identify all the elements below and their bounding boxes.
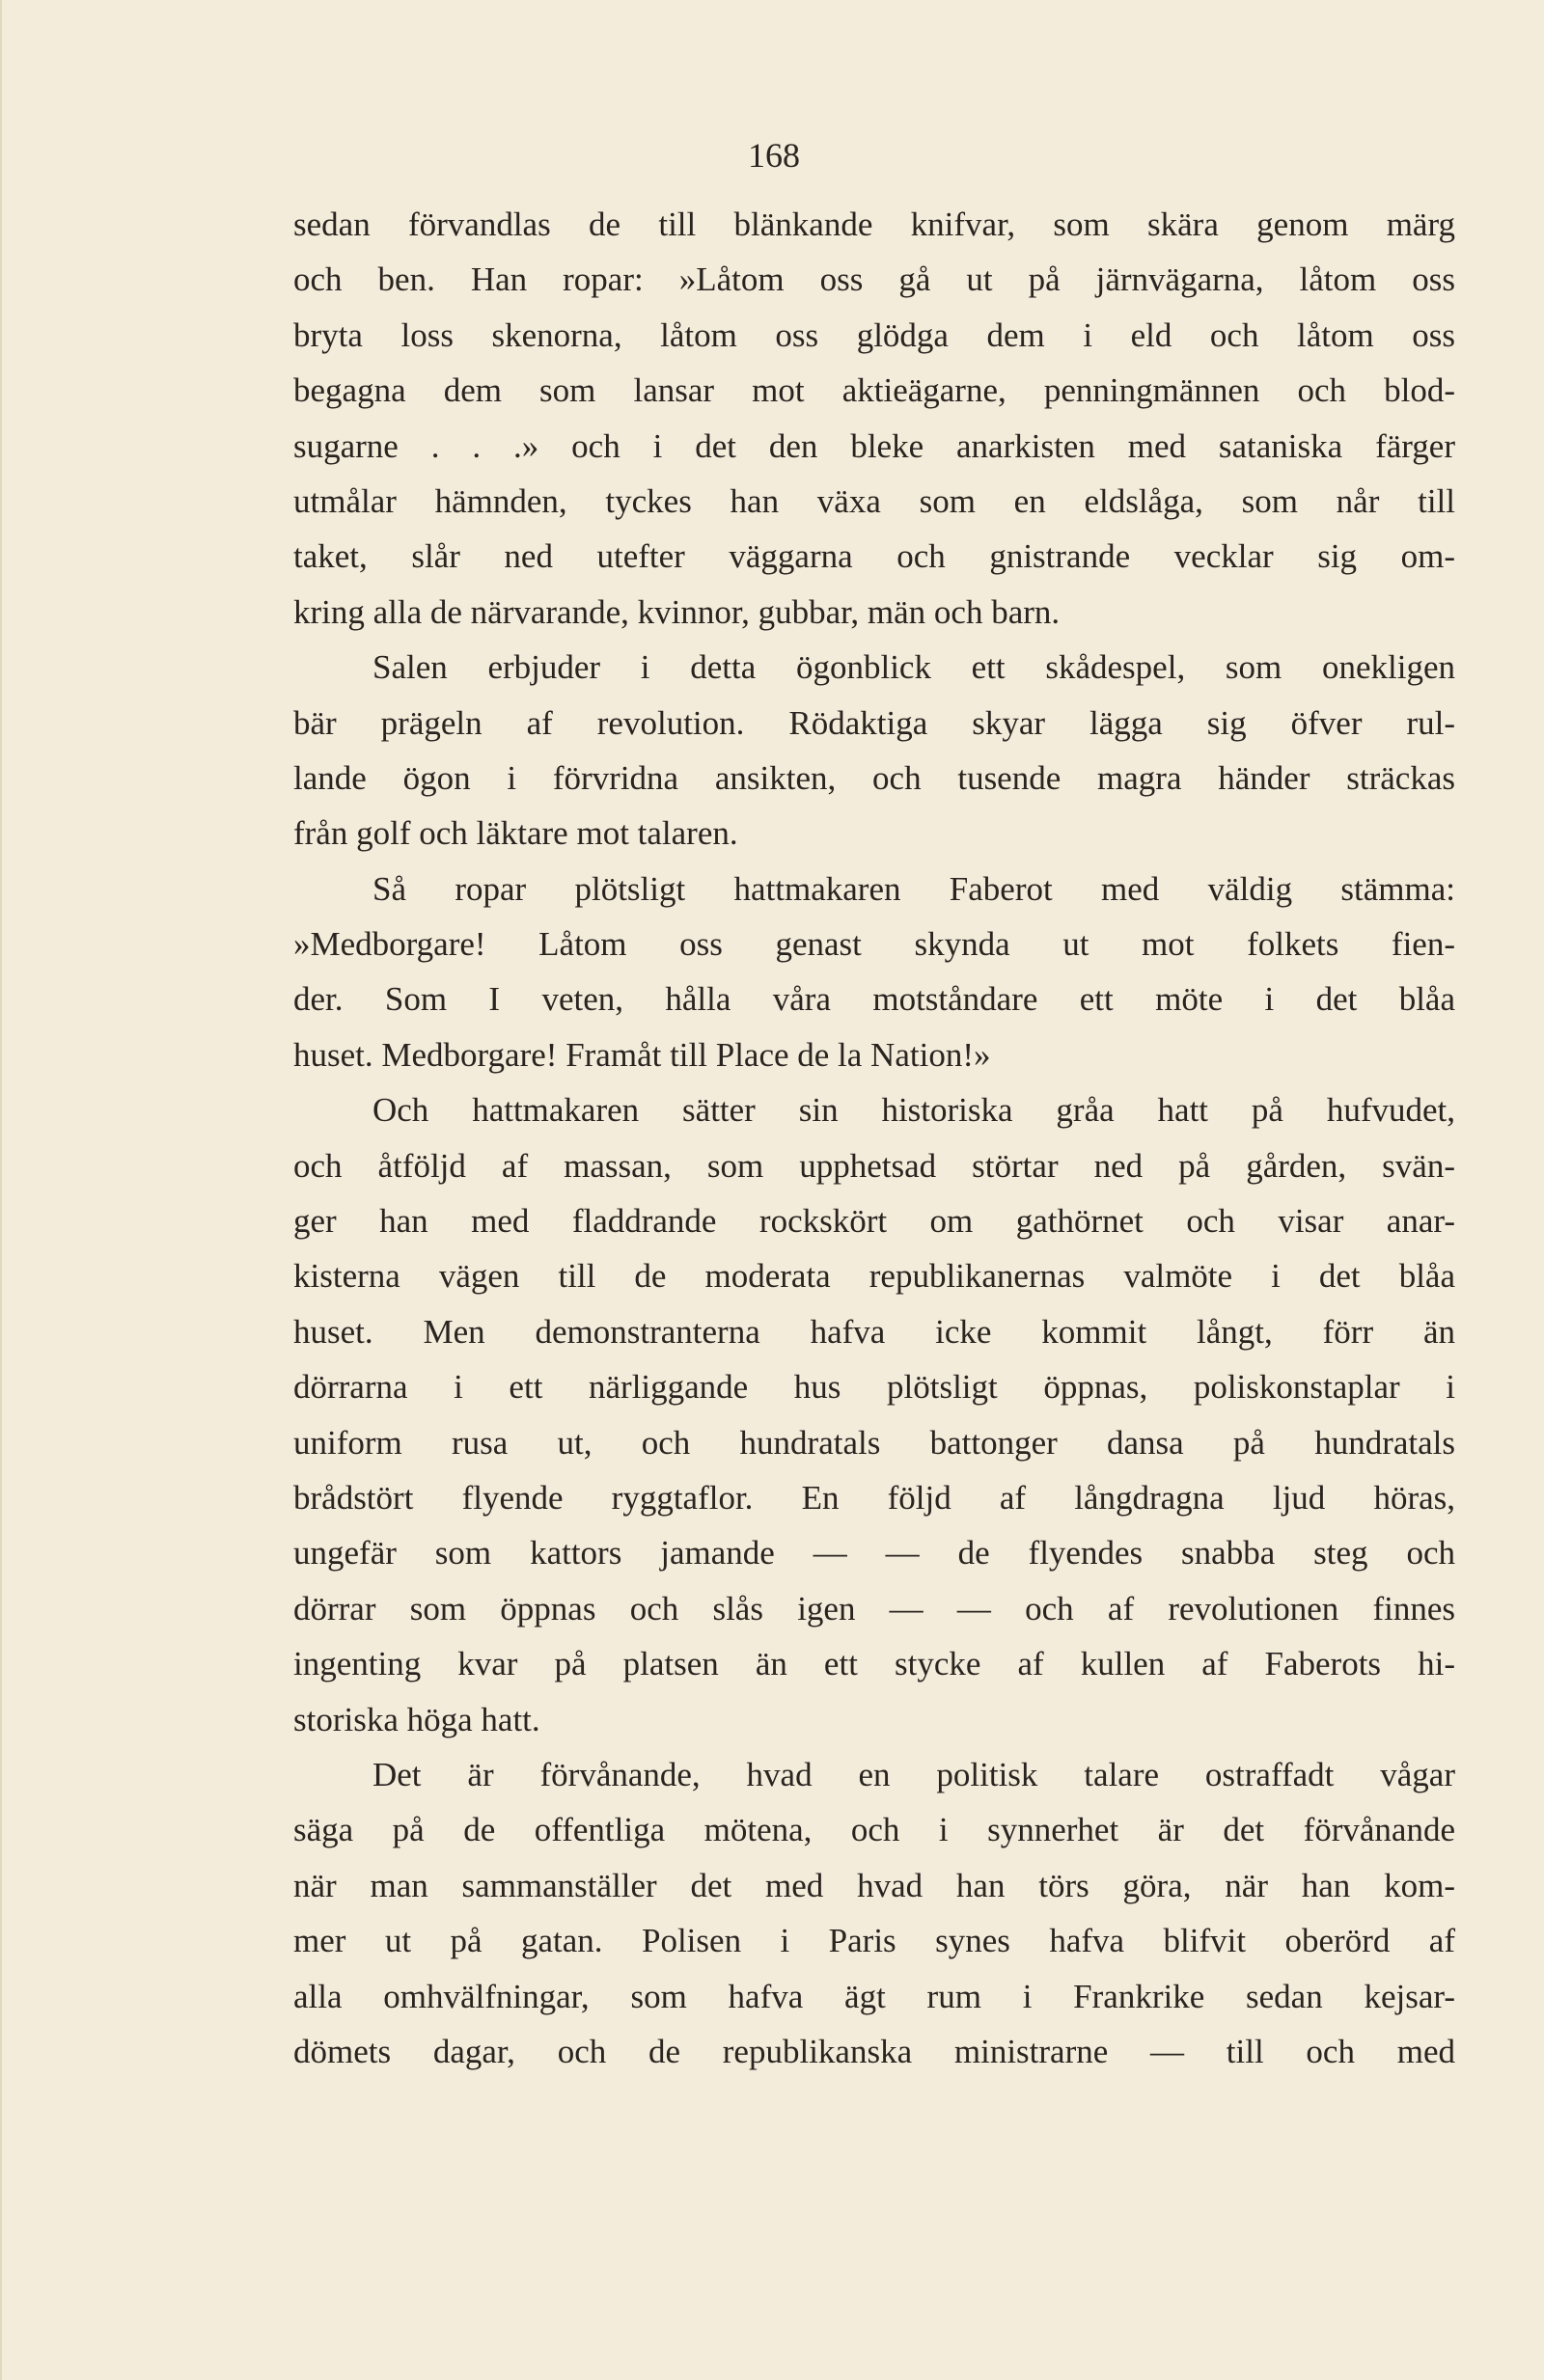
text-line: huset. Medborgare! Framåt till Place de la Nation!» xyxy=(293,1035,991,1074)
text-line: bryta loss skenorna, låtom oss glödga dem i eld och låtom oss xyxy=(293,315,1455,354)
text-line: storiska höga hatt. xyxy=(293,1700,540,1738)
text-line: utmålar hämnden, tyckes han växa som en eldslåga, som når till xyxy=(293,481,1455,520)
text-line: från golf och läktare mot talaren. xyxy=(293,814,738,853)
text-line: säga på de offentliga mötena, och i synnerhet är det förvånande xyxy=(293,1811,1455,1849)
text-line: ungefär som kattors jamande — — de flyendes snabba steg och xyxy=(293,1534,1455,1573)
text-line: der. Som I veten, hålla våra motståndare ett möte i det blåa xyxy=(293,980,1455,1019)
text-line: taket, slår ned utefter väggarna och gnistrande vecklar sig om- xyxy=(293,537,1455,576)
text-line: Det är förvånande, hvad en politisk talare ostraffadt vågar xyxy=(372,1755,1455,1793)
text-line: och åtföljd af massan, som upphetsad störtar ned på gården, svän- xyxy=(293,1146,1455,1185)
text-line: bär prägeln af revolution. Rödaktiga skyar lägga sig öfver rul- xyxy=(293,703,1455,742)
text-line: brådstört flyende ryggtaflor. En följd af långdragna ljud höras, xyxy=(293,1478,1455,1517)
page-number: 168 xyxy=(748,136,800,175)
text-line: dömets dagar, och de republikanska ministrarne — till och med xyxy=(293,2032,1455,2070)
text-line: uniform rusa ut, och hundratals battonger dansa på hundratals xyxy=(293,1423,1455,1462)
text-line: Så ropar plötsligt hattmakaren Faberot med väldig stämma: xyxy=(372,869,1455,908)
text-line: och ben. Han ropar: »Låtom oss gå ut på järnvägarna, låtom oss xyxy=(293,260,1455,299)
text-line: mer ut på gatan. Polisen i Paris synes hafva blifvit oberörd af xyxy=(293,1922,1455,1960)
text-line: alla omhvälfningar, som hafva ägt rum i Frankrike sedan kejsar- xyxy=(293,1977,1455,2015)
body-text xyxy=(293,197,1455,2079)
text-line: när man sammanställer det med hvad han törs göra, när han kom- xyxy=(293,1866,1455,1904)
text-line: sedan förvandlas de till blänkande knifvar, som skära genom märg xyxy=(293,205,1455,243)
text-line: dörrarna i ett närliggande hus plötsligt öppnas, poliskonstaplar i xyxy=(293,1368,1455,1407)
text-line: »Medborgare! Låtom oss genast skynda ut mot folkets fien- xyxy=(293,925,1455,964)
text-line: lande ögon i förvridna ansikten, och tusende magra händer sträckas xyxy=(293,758,1455,797)
text-line: Salen erbjuder i detta ögonblick ett skådespel, som onekligen xyxy=(372,648,1455,687)
text-line: sugarne . . .» och i det den bleke anarkisten med sataniska färger xyxy=(293,426,1455,465)
text-line: ingenting kvar på platsen än ett stycke af kullen af Faberots hi- xyxy=(293,1645,1455,1683)
text-line: begagna dem som lansar mot aktieägarne, penningmännen och blod- xyxy=(293,371,1455,410)
text-line: kring alla de närvarande, kvinnor, gubbar, män och barn. xyxy=(293,592,1061,631)
text-line: dörrar som öppnas och slås igen — — och af revolutionen finnes xyxy=(293,1589,1455,1628)
text-line: Och hattmakaren sätter sin historiska gråa hatt på hufvudet, xyxy=(372,1091,1455,1130)
text-line: kisterna vägen till de moderata republikanernas valmöte i det blåa xyxy=(293,1257,1455,1296)
text-line: ger han med fladdrande rockskört om gathörnet och visar anar- xyxy=(293,1202,1455,1241)
text-line: huset. Men demonstranterna hafva icke kommit långt, förr än xyxy=(293,1312,1455,1351)
